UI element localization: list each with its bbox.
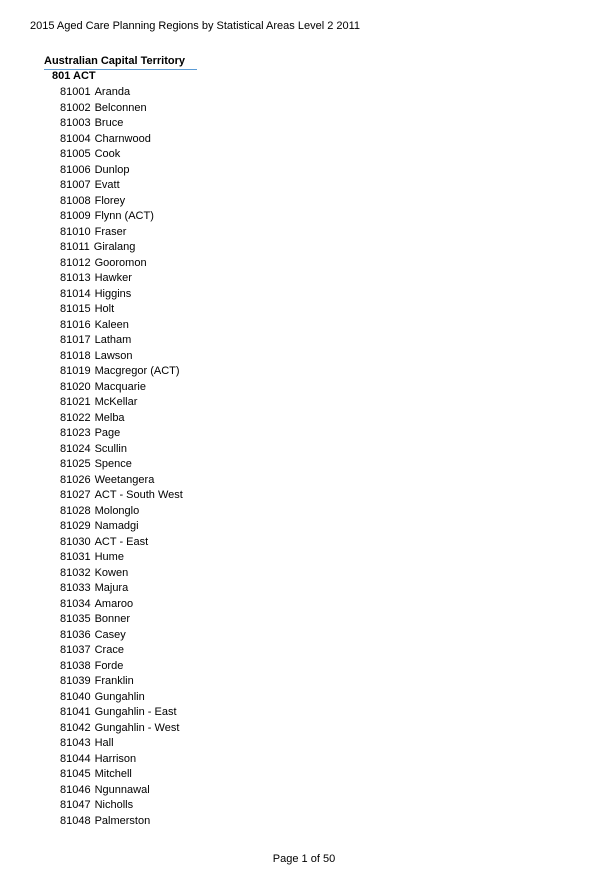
area-code: 81036: [60, 628, 91, 641]
list-item: [60, 256, 183, 272]
area-name: Evatt: [94, 179, 120, 191]
list-item: [60, 674, 183, 690]
area-name: Spence: [94, 458, 132, 470]
list-item: [60, 364, 183, 380]
area-name: Fraser: [94, 225, 127, 238]
area-name: ACT - East: [94, 535, 149, 548]
area-name: Nicholls: [94, 799, 134, 811]
area-code: 81001: [60, 86, 91, 98]
area-code: 81046: [60, 783, 91, 796]
area-name: Higgins: [94, 287, 132, 300]
area-name: Weetangera: [94, 473, 155, 486]
area-name: Bruce: [94, 117, 124, 129]
area-code: 81011: [60, 241, 90, 253]
list-item: [60, 380, 183, 396]
list-item: [60, 287, 183, 303]
list-item: [60, 442, 183, 458]
list-item: [60, 550, 183, 566]
area-code: 81033: [60, 582, 91, 594]
list-item: [60, 566, 183, 582]
list-item: [60, 767, 183, 783]
list-item: [60, 395, 183, 411]
area-name: Kowen: [94, 566, 129, 579]
list-item: [60, 690, 183, 706]
area-name: Casey: [94, 628, 126, 641]
list-item: [60, 411, 183, 427]
area-name: ACT - South West: [94, 489, 183, 501]
area-code: 81047: [60, 799, 91, 811]
area-name: Aranda: [94, 86, 131, 98]
area-code: 81038: [60, 659, 91, 672]
area-code: 81010: [60, 225, 91, 238]
area-name: Mitchell: [94, 768, 132, 780]
list-item: [60, 504, 183, 520]
list-item: [60, 85, 183, 101]
area-code: 81023: [60, 427, 91, 439]
area-name: Crace: [94, 644, 124, 656]
list-item: [60, 225, 183, 241]
area-code: 81016: [60, 318, 91, 331]
list-item: [60, 209, 183, 225]
area-name: Franklin: [94, 675, 134, 687]
area-code: 81003: [60, 117, 91, 129]
area-name: McKellar: [94, 396, 138, 408]
area-name: Forde: [94, 659, 124, 672]
area-code: 81018: [60, 349, 91, 362]
list-item: [60, 752, 183, 768]
area-name: Kaleen: [94, 318, 129, 331]
list-item: [60, 597, 183, 613]
area-name: Flynn (ACT): [94, 210, 154, 222]
area-code: 81043: [60, 737, 91, 749]
list-item: [60, 116, 183, 132]
area-code: 81027: [60, 489, 91, 501]
list-item: [60, 659, 183, 675]
list-item: [60, 333, 183, 349]
list-item: [60, 426, 183, 442]
area-name: Cook: [94, 148, 121, 160]
area-name: Dunlop: [94, 163, 130, 176]
area-code: 81017: [60, 334, 91, 346]
area-name: Harrison: [94, 752, 137, 765]
area-code: 81024: [60, 442, 91, 455]
area-code: 81021: [60, 396, 91, 408]
list-item: [60, 132, 183, 148]
list-item: [60, 736, 183, 752]
area-name: Page: [94, 427, 121, 439]
area-code: 81026: [60, 473, 91, 486]
area-name: Florey: [94, 194, 126, 207]
list-item: [60, 178, 183, 194]
list-item: [60, 163, 183, 179]
area-code: 81025: [60, 458, 91, 470]
area-name: Macgregor (ACT): [94, 365, 180, 377]
area-code: 81037: [60, 644, 91, 656]
page-number-footer: Page 1 of 50: [272, 853, 336, 865]
list-item: [60, 101, 183, 117]
area-code: 81013: [60, 272, 91, 284]
list-item: [60, 271, 183, 287]
area-code: 81002: [60, 101, 91, 114]
area-name: Giralang: [93, 241, 136, 253]
area-name: Melba: [94, 411, 125, 424]
list-item: [60, 488, 183, 504]
area-code: 81032: [60, 566, 91, 579]
area-code: 81019: [60, 365, 91, 377]
area-code: 81035: [60, 613, 91, 625]
area-code: 81045: [60, 768, 91, 780]
area-name: Namadgi: [94, 520, 139, 532]
list-item: [60, 519, 183, 535]
area-code: 81006: [60, 163, 91, 176]
area-name: Amaroo: [94, 597, 134, 610]
list-item: [60, 581, 183, 597]
area-code: 81034: [60, 597, 91, 610]
state-heading: Australian Capital Territory: [44, 55, 197, 70]
list-item: [60, 705, 183, 721]
list-item: [60, 147, 183, 163]
area-name: Palmerston: [94, 814, 151, 827]
list-item: [60, 612, 183, 628]
area-code: 81029: [60, 520, 91, 532]
area-code: 81014: [60, 287, 91, 300]
area-name: Hall: [94, 737, 114, 749]
area-code: 81039: [60, 675, 91, 687]
list-item: [60, 318, 183, 334]
area-name: Molonglo: [94, 504, 140, 517]
area-code: 81004: [60, 132, 91, 145]
area-name: Majura: [94, 582, 129, 594]
list-item: [60, 814, 183, 830]
area-name: Holt: [94, 303, 115, 315]
area-name: Latham: [94, 334, 132, 346]
list-item: [60, 628, 183, 644]
area-name: Hume: [94, 551, 124, 563]
area-code: 81012: [60, 256, 91, 269]
area-code: 81008: [60, 194, 91, 207]
area-name: Gooromon: [94, 256, 147, 269]
area-code: 81041: [60, 706, 91, 718]
area-code: 81007: [60, 179, 91, 191]
list-item: [60, 643, 183, 659]
list-item: [60, 194, 183, 210]
area-name: Ngunnawal: [94, 783, 150, 796]
area-name: Hawker: [94, 272, 132, 284]
list-item: [60, 240, 183, 256]
area-name: Charnwood: [94, 132, 151, 145]
area-name: Bonner: [94, 613, 131, 625]
list-item: [60, 721, 183, 737]
area-name: Macquarie: [94, 380, 146, 393]
area-code: 81028: [60, 504, 91, 517]
area-code: 81020: [60, 380, 91, 393]
area-code: 81015: [60, 303, 91, 315]
area-code: 81040: [60, 690, 91, 703]
area-name: Scullin: [94, 442, 127, 455]
list-item: [60, 535, 183, 551]
area-name: Belconnen: [94, 101, 147, 114]
area-code: 81048: [60, 814, 91, 827]
area-name: Gungahlin - East: [94, 706, 177, 718]
area-code: 81030: [60, 535, 91, 548]
planning-region-heading: 801 ACT: [52, 70, 96, 82]
statistical-area-list: [60, 85, 183, 829]
area-code: 81042: [60, 721, 91, 734]
list-item: [60, 783, 183, 799]
document-title: 2015 Aged Care Planning Regions by Statistical Areas Level 2 2011: [30, 20, 361, 32]
area-code: 81031: [60, 551, 91, 563]
area-code: 81005: [60, 148, 91, 160]
list-item: [60, 473, 183, 489]
list-item: [60, 457, 183, 473]
list-item: [60, 302, 183, 318]
area-name: Gungahlin - West: [94, 721, 180, 734]
area-code: 81044: [60, 752, 91, 765]
area-name: Lawson: [94, 349, 133, 362]
area-name: Gungahlin: [94, 690, 145, 703]
area-code: 81022: [60, 411, 91, 424]
list-item: [60, 349, 183, 365]
area-code: 81009: [60, 210, 91, 222]
list-item: [60, 798, 183, 814]
